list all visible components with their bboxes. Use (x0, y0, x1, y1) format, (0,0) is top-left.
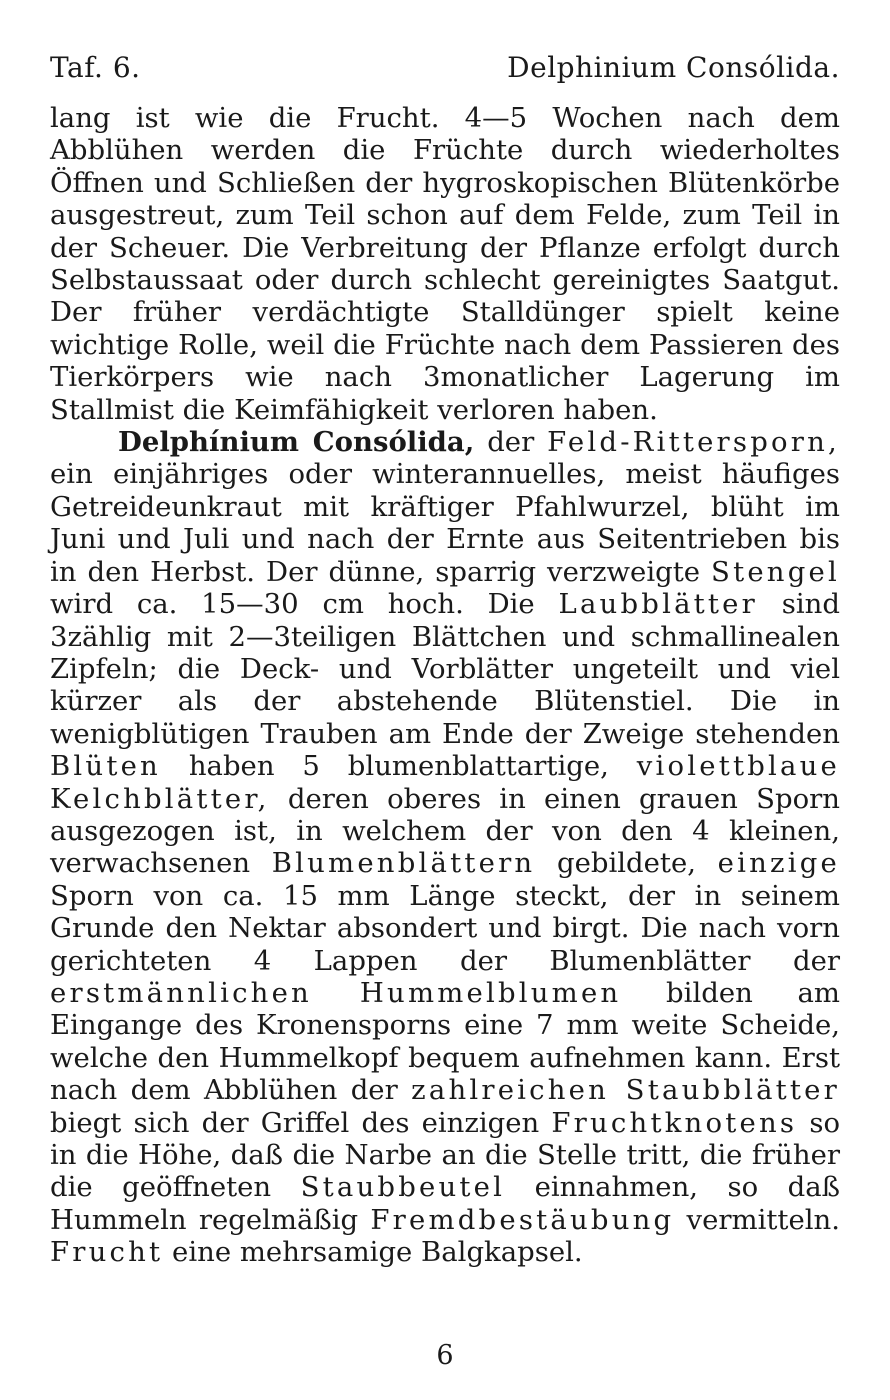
text-run: sind 3zählig mit 2—3teiligen Blättchen und schmallinealen Zipfeln; die Deck- und Vorblätter ungeteilt und viel kürzer als der abstehende Blütenstiel. Die in wenigblütigen Trauben am Ende der Zweige stehenden (50, 588, 840, 750)
text-run: Sporn von ca. 15 mm Länge steckt, der in seinem Grunde den Nektar absondert und birgt. Die nach vorn gerichteten 4 Lappen der Blumenblätter der (50, 879, 840, 977)
text-run: der (474, 426, 548, 459)
spaced-term: Blumenblättern (271, 847, 536, 880)
page-number: 6 (436, 1340, 454, 1371)
spaced-term: Frucht (50, 1236, 164, 1269)
text-run: einnahmen, so daß Hummeln regelmäßig (50, 1171, 840, 1236)
text-run: so in die Höhe, daß die Narbe an die Stelle tritt, die früher die geöffneten (50, 1106, 840, 1204)
spaced-term: Stengel (711, 555, 840, 588)
text-run: eine mehrsamige Balgkapsel. (163, 1236, 583, 1269)
spaced-term: Fremdbestäubung (370, 1203, 675, 1236)
running-header (50, 48, 840, 88)
text-run: wird ca. 15—30 cm hoch. Die (50, 588, 559, 621)
species-name: Delphínium Consólida, (118, 426, 475, 459)
paragraph-species-description (50, 426, 840, 1269)
spaced-term: Blüten (50, 750, 161, 783)
running-title: Delphinium Consólida. (507, 51, 840, 84)
text-run: deren oberes in einen grauen Sporn ausgezogen ist, in welchem der von den 4 kleinen, verwachsenen (50, 782, 840, 880)
text-run: ein einjähriges oder winterannuelles, meist häufiges Getreideunkraut mit kräftiger Pfahlwurzel, blüht im Juni und Juli und nach der Ernte aus Seitentrieben bis in den Herbst. Der dünne, sparrig verzweigte (50, 458, 840, 588)
spaced-term: Laubblätter (558, 588, 758, 621)
text-run: biegt sich der Griffel des einzigen (50, 1106, 552, 1139)
spaced-term: Fruchtknotens (551, 1106, 798, 1139)
spaced-term: violettblaue Kelchblätter, (50, 750, 840, 815)
body-text (50, 102, 840, 1269)
spaced-term: einzige (717, 847, 840, 880)
book-page (50, 0, 840, 1400)
spaced-term: erstmännlichen Hummelblumen (50, 976, 622, 1009)
spaced-term: Staubbeutel (300, 1171, 506, 1204)
text-run: bilden am Eingange des Kronensporns eine 7 mm weite Scheide, welche den Hummelkopf bequem aufnehmen kann. Erst nach dem Abblühen der (50, 976, 840, 1107)
text-run: haben 5 blumenblattartige, (160, 750, 637, 783)
text-run: gebildete, (535, 847, 718, 880)
paragraph-continuation: lang ist wie die Frucht. 4—5 Wochen nach dem Abblühen werden die Früchte durch wiederholtes Öffnen und Schließen der hygroskopischen Blütenkörbe ausgestreut, zum Teil schon auf dem Felde, zum Teil in der Scheuer. Die Verbreitung der Pflanze erfolgt durch Selbstaussaat oder durch schlecht gereinigtes Saatgut. Der früher verdächtigte Stalldünger spielt keine wichtige Rolle, weil die Früchte nach dem Passieren des Tierkörpers wie nach 3monatlicher Lagerung im Stallmist die Keimfähigkeit verloren haben. (50, 102, 840, 426)
plate-number: Taf. 6. (50, 51, 141, 84)
spaced-term: Feld-Rittersporn, (547, 426, 840, 459)
spaced-term: zahlreichen Staubblätter (411, 1074, 840, 1107)
text-run: vermitteln. (674, 1203, 840, 1236)
